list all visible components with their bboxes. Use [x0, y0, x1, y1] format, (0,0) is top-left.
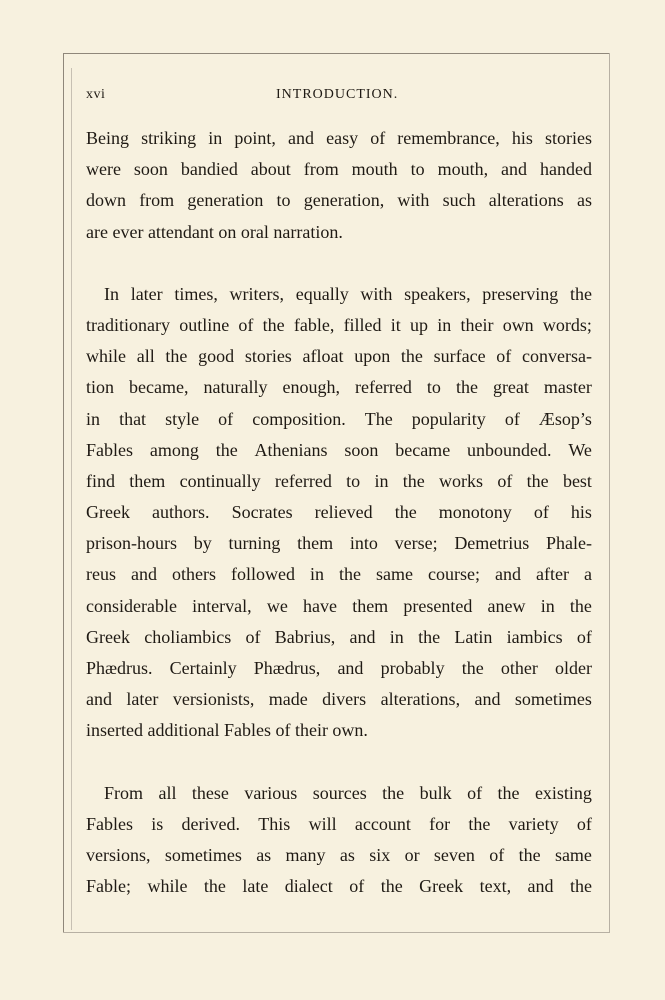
paragraph-gap — [86, 747, 592, 778]
page-frame-right — [609, 53, 610, 933]
page-frame-left — [63, 53, 64, 933]
text-line: tion became, naturally enough, referred to the great master — [86, 377, 592, 398]
text-line: reus and others followed in the same course; and after a — [86, 564, 592, 585]
paragraph-gap — [86, 248, 592, 279]
text-line: find them continually referred to in the works of the best — [86, 470, 592, 491]
text-line: Fables is derived. This will account for the variety of — [86, 813, 592, 834]
page-frame-bottom — [63, 932, 610, 933]
text-line: versions, sometimes as many as six or seven of the same — [86, 844, 592, 865]
page-number: xvi — [86, 87, 106, 102]
text-line: considerable interval, we have them presented anew in the — [86, 595, 592, 616]
text-line: prison-hours by turning them into verse; Demetrius Phale- — [86, 533, 592, 554]
text-line: Phædrus. Certainly Phædrus, and probably the other older — [86, 658, 592, 678]
text-line: Greek choliambics of Babrius, and in the Latin iambics of — [86, 626, 592, 647]
running-head — [86, 87, 592, 105]
paragraph — [86, 123, 592, 248]
inner-margin-rule — [71, 68, 72, 930]
text-line: Being striking in point, and easy of remembrance, his stories — [86, 128, 592, 148]
text-line: and later versionists, made divers alterations, and sometimes — [86, 689, 592, 710]
text-line: down from generation to generation, with such alterations as — [86, 190, 592, 211]
text-line: are ever attendant on oral narration. — [86, 221, 343, 242]
page-frame-top — [63, 53, 610, 54]
paragraph — [86, 279, 592, 747]
text-line: Greek authors. Socrates relieved the monotony of his — [86, 502, 592, 523]
text-line: From all these various sources the bulk of the existing — [104, 782, 592, 803]
text-line: Fable; while the late dialect of the Greek text, and the — [86, 876, 592, 897]
text-line: Fables among the Athenians soon became unbounded. We — [86, 439, 592, 460]
running-title: INTRODUCTION. — [276, 87, 399, 102]
text-line: inserted additional Fables of their own. — [86, 720, 368, 741]
text-line: were soon bandied about from mouth to mouth, and handed — [86, 159, 592, 180]
text-line: in that style of composition. The popularity of Æsop’s — [86, 408, 592, 429]
text-line: In later times, writers, equally with speakers, preserving the — [104, 283, 592, 304]
text-line: while all the good stories afloat upon the surface of conversa- — [86, 346, 592, 367]
body-text — [86, 123, 592, 902]
paragraph — [86, 778, 592, 903]
text-line: traditionary outline of the fable, filled it up in their own words; — [86, 314, 592, 335]
